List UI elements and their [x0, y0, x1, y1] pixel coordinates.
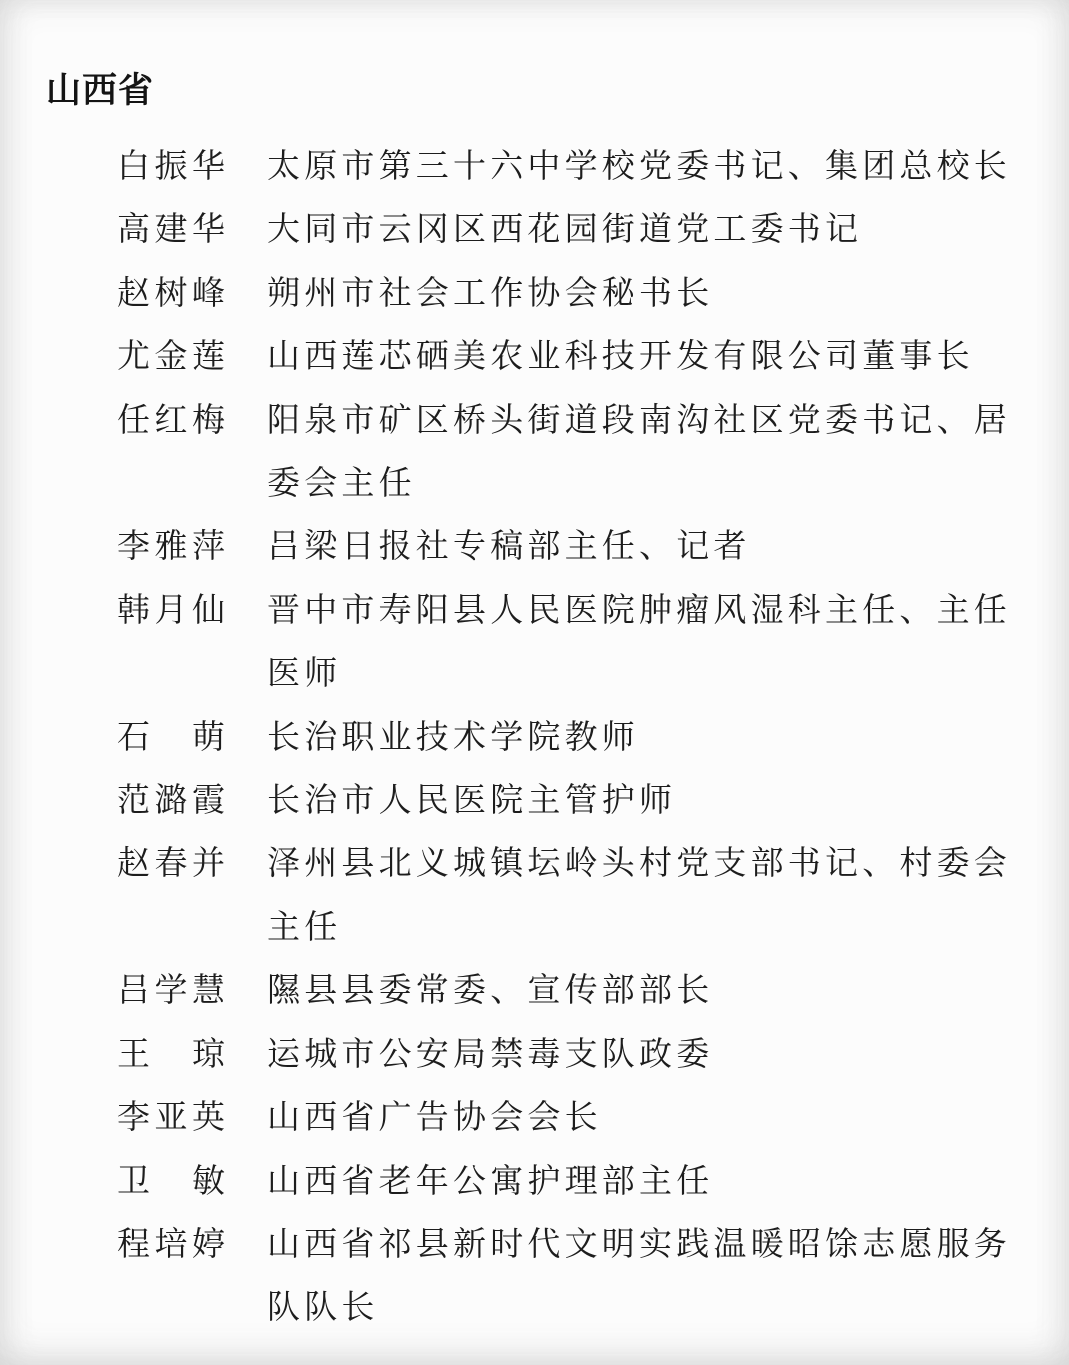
name-char: 范: [117, 783, 150, 820]
name-char: 春: [154, 846, 188, 883]
name-char: 赵: [117, 275, 150, 312]
name-char: 峰: [192, 275, 225, 312]
name-char: 高: [117, 212, 150, 249]
list-item: [117, 326, 1017, 389]
list-item: [117, 199, 1017, 262]
name-char: 月: [154, 592, 188, 629]
person-name: [117, 960, 225, 1023]
name-char: 韩: [117, 592, 150, 629]
list-item: [117, 833, 1017, 960]
name-char: 慧: [192, 973, 225, 1010]
name-char: 振: [154, 149, 188, 185]
person-title: 长治市人民医院主管护师: [267, 783, 677, 820]
list-item: [117, 1024, 1017, 1087]
name-char: 英: [192, 1100, 225, 1137]
person-title: 运城市公安局禁毒支队政委: [267, 1036, 714, 1073]
person-title: 大同市云冈区西花园街道党工委书记: [267, 212, 863, 249]
person-name: [117, 833, 225, 896]
person-name: [117, 136, 225, 199]
award-list: [117, 136, 1017, 1341]
person-name: [117, 390, 225, 453]
name-char: 萍: [192, 529, 225, 566]
name-char: 王: [117, 1036, 150, 1073]
name-char: 霞: [192, 783, 225, 820]
list-item: [117, 580, 1017, 707]
person-title: 吕梁日报社专稿部主任、记者: [267, 529, 751, 566]
person-title: 山西省祁县新时代文明实践温暖昭馀志愿服务队队长: [267, 1226, 1011, 1327]
name-char: 金: [154, 339, 188, 376]
person-title: 隰县县委常委、宣传部部长: [267, 973, 714, 1010]
name-char: 石: [117, 719, 150, 756]
person-name: [117, 263, 225, 326]
name-char: 红: [154, 402, 188, 439]
name-char: 潞: [154, 783, 188, 820]
person-title: 太原市第三十六中学校党委书记、集团总校长: [267, 149, 1011, 185]
person-title: 山西省老年公寓护理部主任: [267, 1163, 714, 1200]
list-item: [117, 1214, 1017, 1341]
name-char: 卫: [117, 1163, 150, 1200]
person-name: [117, 1024, 225, 1087]
name-char: 琼: [192, 1036, 225, 1073]
person-title: 晋中市寿阳县人民医院肿瘤风湿科主任、主任医师: [267, 592, 1011, 693]
list-item: [117, 960, 1017, 1023]
list-item: [117, 1087, 1017, 1150]
name-char: 并: [192, 846, 225, 883]
person-title: 长治职业技术学院教师: [267, 719, 639, 756]
list-item: [117, 707, 1017, 770]
person-name: [117, 1214, 225, 1277]
name-char: 程: [117, 1226, 150, 1263]
person-name: [117, 199, 225, 262]
list-item: [117, 136, 1017, 199]
person-title: 阳泉市矿区桥头街道段南沟社区党委书记、居委会主任: [267, 402, 1011, 503]
section-title: 山西省: [46, 71, 155, 110]
list-item: [117, 390, 1017, 517]
list-item: [117, 770, 1017, 833]
name-char: 仙: [192, 592, 225, 629]
name-char: 梅: [192, 402, 225, 439]
person-title: 山西省广告协会会长: [267, 1100, 602, 1137]
person-name: [117, 707, 225, 770]
list-item: [117, 516, 1017, 579]
name-char: 李: [117, 529, 150, 566]
name-char: 学: [154, 973, 188, 1010]
name-char: 尤: [117, 339, 150, 376]
name-char: 吕: [117, 973, 150, 1010]
list-item: [117, 263, 1017, 326]
name-char: 亚: [154, 1100, 188, 1137]
name-char: 培: [154, 1226, 188, 1263]
name-char: 赵: [117, 846, 150, 883]
name-char: 华: [192, 212, 225, 249]
name-char: 白: [117, 149, 150, 185]
name-char: 建: [154, 212, 188, 249]
person-title: 泽州县北义城镇坛岭头村党支部书记、村委会主任: [267, 846, 1011, 946]
name-char: 任: [117, 402, 150, 439]
person-name: [117, 326, 225, 389]
list-item: [117, 1151, 1017, 1214]
name-char: 萌: [192, 719, 225, 756]
person-title: 山西莲芯硒美农业科技开发有限公司董事长: [267, 339, 974, 376]
person-name: [117, 1151, 225, 1214]
person-name: [117, 580, 225, 643]
person-title: 朔州市社会工作协会秘书长: [267, 275, 714, 312]
name-char: 树: [154, 275, 188, 312]
name-char: 雅: [154, 529, 188, 566]
name-char: 莲: [192, 339, 225, 376]
person-name: [117, 770, 225, 833]
name-char: 敏: [192, 1163, 225, 1200]
name-char: 李: [117, 1100, 150, 1137]
person-name: [117, 516, 225, 579]
name-char: 华: [192, 149, 225, 185]
person-name: [117, 1087, 225, 1150]
name-char: 婷: [192, 1226, 225, 1263]
